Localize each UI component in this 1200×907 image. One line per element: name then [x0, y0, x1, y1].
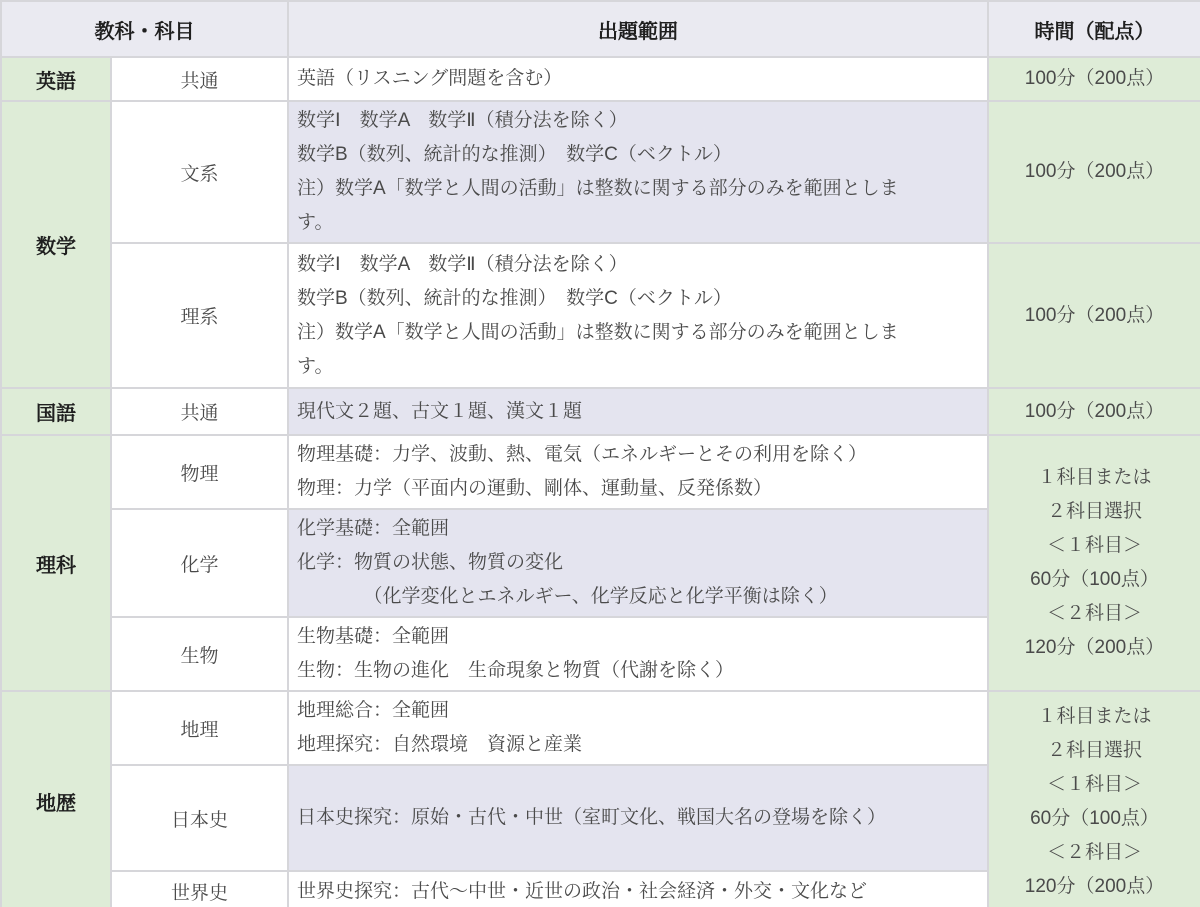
subject-cell: 英語 [1, 57, 111, 101]
time-cell [988, 243, 1200, 388]
scope-line: 数学Ⅰ 数学A 数学Ⅱ（積分法を除く） [297, 253, 628, 275]
table-row [1, 101, 1200, 243]
header-cell-subject: 教科・科目 [1, 1, 288, 57]
subject-cell: 地歴 [1, 691, 111, 907]
scope-cell [288, 388, 988, 435]
time-line: 100分（200点） [1024, 304, 1165, 326]
scope-line: 世界史探究：古代～中世・近世の政治・社会経済・外交・文化など [297, 880, 868, 902]
category-cell: 化学 [111, 509, 288, 617]
header-cell-scope: 出題範囲 [288, 1, 988, 57]
subject-cell: 国語 [1, 388, 111, 435]
category-cell: 地理 [111, 691, 288, 765]
scope-cell [288, 871, 988, 907]
scope-cell [288, 57, 988, 101]
table-row [1, 691, 1200, 765]
scope-cell [288, 509, 988, 617]
time-line: ＜１科目＞ [1046, 773, 1142, 795]
table-row [1, 243, 1200, 388]
table-row [1, 388, 1200, 435]
category-cell: 理系 [111, 243, 288, 388]
scope-line: 日本史探究：原始・古代・中世（室町文化、戦国大名の登場を除く） [297, 807, 887, 828]
time-cell [988, 691, 1200, 907]
category-cell: 物理 [111, 435, 288, 509]
time-line: 100分（200点） [1024, 161, 1165, 182]
scope-line: す。 [297, 212, 334, 233]
scope-line: （化学変化とエネルギー、化学反応と化学平衡は除く） [297, 586, 838, 607]
scope-line: 生物基礎：全範囲 [297, 626, 450, 647]
scope-line: 英語（リスニング問題を含む） [297, 68, 563, 89]
header-cell-time: 時間（配点） [988, 1, 1200, 57]
time-line: ＜２科目＞ [1046, 603, 1142, 624]
time-line: ２科目選択 [1046, 739, 1142, 761]
time-cell [988, 435, 1200, 691]
time-line: 120分（200点） [1024, 875, 1165, 897]
scope-line: 注）数学A「数学と人間の活動」は整数に関する部分のみを範囲としま [297, 321, 899, 343]
scope-line: 物理：力学（平面内の運動、剛体、運動量、反発係数） [297, 478, 773, 499]
scope-cell [288, 617, 988, 691]
category-cell: 世界史 [111, 871, 288, 907]
time-cell [988, 101, 1200, 243]
time-line: １科目または [1037, 705, 1152, 727]
scope-line: 地理探究：自然環境 資源と産業 [297, 734, 583, 755]
scope-cell [288, 101, 988, 243]
time-line: ２科目選択 [1046, 501, 1142, 522]
category-cell: 生物 [111, 617, 288, 691]
scope-cell [288, 691, 988, 765]
time-line: 100分（200点） [1024, 400, 1165, 422]
time-line: ＜２科目＞ [1046, 841, 1142, 863]
scope-line: す。 [297, 355, 334, 377]
scope-cell [288, 435, 988, 509]
scope-line: 化学基礎：全範囲 [297, 518, 450, 539]
scope-line: 数学Ⅰ 数学A 数学Ⅱ（積分法を除く） [297, 110, 628, 131]
scope-line: 数学B（数列、統計的な推測） 数学C（ベクトル） [297, 287, 732, 309]
subject-cell: 数学 [1, 101, 111, 388]
time-line: 120分（200点） [1024, 637, 1165, 658]
time-line: 60分（100点） [1030, 807, 1159, 829]
category-cell: 共通 [111, 388, 288, 435]
scope-line: 化学：物質の状態、物質の変化 [297, 552, 564, 573]
time-cell [988, 57, 1200, 101]
time-line: １科目または [1037, 467, 1152, 488]
table-row [1, 435, 1200, 509]
category-cell: 日本史 [111, 765, 288, 871]
scope-line: 数学B（数列、統計的な推測） 数学C（ベクトル） [297, 144, 732, 165]
scope-cell [288, 765, 988, 871]
category-cell: 文系 [111, 101, 288, 243]
time-cell [988, 388, 1200, 435]
scope-line: 地理総合：全範囲 [297, 700, 450, 721]
scope-line: 生物：生物の進化 生命現象と物質（代謝を除く） [297, 660, 735, 681]
scope-line: 現代文２題、古文１題、漢文１題 [297, 400, 583, 422]
scope-cell [288, 243, 988, 388]
header-row [1, 1, 1200, 57]
time-line: 60分（100点） [1030, 569, 1159, 590]
time-line: 100分（200点） [1024, 68, 1165, 89]
table-row [1, 57, 1200, 101]
scope-line: 物理基礎：力学、波動、熱、電気（エネルギーとその利用を除く） [297, 444, 868, 465]
time-line: ＜１科目＞ [1046, 535, 1142, 556]
exam-table-body [1, 57, 1200, 907]
category-cell: 共通 [111, 57, 288, 101]
scope-line: 注）数学A「数学と人間の活動」は整数に関する部分のみを範囲としま [297, 178, 899, 199]
subject-cell: 理科 [1, 435, 111, 691]
